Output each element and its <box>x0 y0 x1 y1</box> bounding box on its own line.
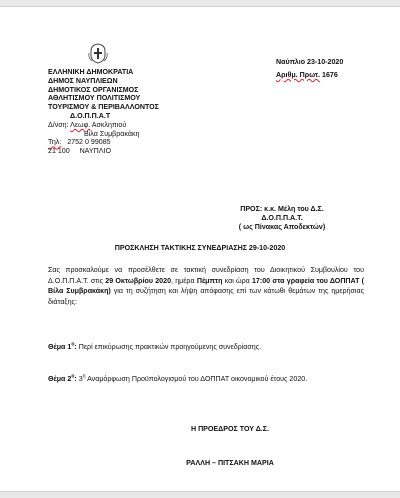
phone-label: Τηλ: <box>48 138 62 147</box>
agenda-item-colon: : <box>74 343 77 351</box>
date-protocol-block <box>276 58 343 80</box>
address-label: Δ/νση: <box>48 120 69 129</box>
recipients-block <box>202 205 362 231</box>
body-text-3: και ώρα <box>222 276 252 285</box>
address-street: Λεωφ. <box>70 120 91 129</box>
body-paragraph <box>48 265 364 307</box>
header-line: ΔΗΜΟΣ ΝΑΥΠΛΙΕΩΝ <box>48 76 118 85</box>
meeting-day: Πέμπτη <box>196 276 223 285</box>
recipients-line-1: ΠΡΟΣ: κ.κ. Μέλη του Δ.Σ. <box>240 205 324 213</box>
page-top-edge <box>0 0 400 7</box>
agenda-item-colon: : <box>74 375 77 383</box>
header-line: Δ.Ο.Π.Π.Α.Τ <box>70 111 111 120</box>
signatory-name: ΡΑΛΛΗ – ΠΙΤΣΑΚΗ ΜΑΡΙΑ <box>186 459 274 467</box>
address-line-2 <box>48 130 159 139</box>
agenda-item-label: Θέμα 1 <box>48 343 72 351</box>
document-title: ΠΡΟΣΚΛΗΣΗ ΤΑΚΤΙΚΗΣ ΣΥΝΕΔΡΙΑΣΗΣ 29-10-2020 <box>114 244 286 252</box>
header-line: ΑΘΛΗΤΙΣΜΟΥ ΠΟΛΙΤΙΣΜΟΥ <box>48 94 141 103</box>
meeting-time-place: 17:00 στα γραφεία του ΔΟΠΠΑΤ ( Βίλα Συμβρακάκη) <box>48 276 365 296</box>
phone-number: 2752 0 99085 <box>67 138 111 147</box>
phone-line <box>48 138 159 147</box>
recipients-line-2: Δ.Ο.Π.Π.Α.Τ. <box>261 213 303 222</box>
agenda-item <box>48 375 307 383</box>
agenda-item-sup: ο <box>71 341 75 348</box>
agenda-item-ordinal: 3 <box>76 375 83 383</box>
postal-line <box>48 147 159 156</box>
city: ΝΑΥΠΛΙΟ <box>79 147 111 156</box>
page-bottom-edge <box>0 491 400 498</box>
body-text-4: για τη συζήτηση και λήψη απόφασης επί των κάτωθι θεμάτων της ημερήσιας διάταξης: <box>48 287 364 306</box>
address-name: Ασκληπιού <box>91 120 127 129</box>
greek-coat-of-arms-icon <box>88 42 108 64</box>
body-text-1: Σας προσκαλούμε να προσέλθετε σε τακτική συνεδρίαση του Διοικητικού Συμβουλίου του Δ.Ο.Π.Π.Α.Τ. στις <box>48 266 364 285</box>
protocol-number: 1676 <box>322 70 338 79</box>
protocol-label: Αριθμ. Πρωτ. <box>276 70 321 79</box>
recipients-line-3: ( ως Πίνακας Αποδεκτών) <box>238 222 326 231</box>
meeting-date: 29 Οκτωβρίου 2020 <box>105 276 172 285</box>
date-text: Ναύπλιο 23-10-2020 <box>276 58 344 66</box>
postal-code: 21 100 <box>48 147 70 156</box>
agenda-item-text: Αναμόρφωση Προϋπολογισμού του ΔΟΠΠΑΤ οικονομικού έτους 2020. <box>85 375 308 383</box>
agenda-item-sup: ο <box>71 373 75 380</box>
agenda-item-label: Θέμα 2 <box>48 375 72 383</box>
agenda-item-ordinal-sup: η <box>82 373 86 380</box>
header-line: ΔΗΜΟΤΙΚΟΣ ΟΡΓΑΝΙΣΜΟΣ <box>48 85 139 94</box>
address-line <box>48 121 159 130</box>
body-text-2: , ημέρα <box>171 276 197 285</box>
sender-block <box>48 68 159 156</box>
agenda-item-text: Περί επικύρωσης πρακτικών προηγούμενης συνεδρίασης. <box>76 343 262 351</box>
signatory-role: Η ΠΡΟΕΔΡΟΣ ΤΟΥ Δ.Σ. <box>190 425 270 433</box>
agenda-item <box>48 343 261 351</box>
header-line: ΤΟΥΡΙΣΜΟΥ & ΠΕΡΙΒΑΛΛΟΝΤΟΣ <box>48 103 159 112</box>
address-building: Βίλα Συμβρακάκη <box>84 129 140 138</box>
protocol-line <box>276 71 343 80</box>
header-line: ΕΛΛΗΝΙΚΗ ΔΗΜΟΚΡΑΤΙΑ <box>48 68 134 76</box>
